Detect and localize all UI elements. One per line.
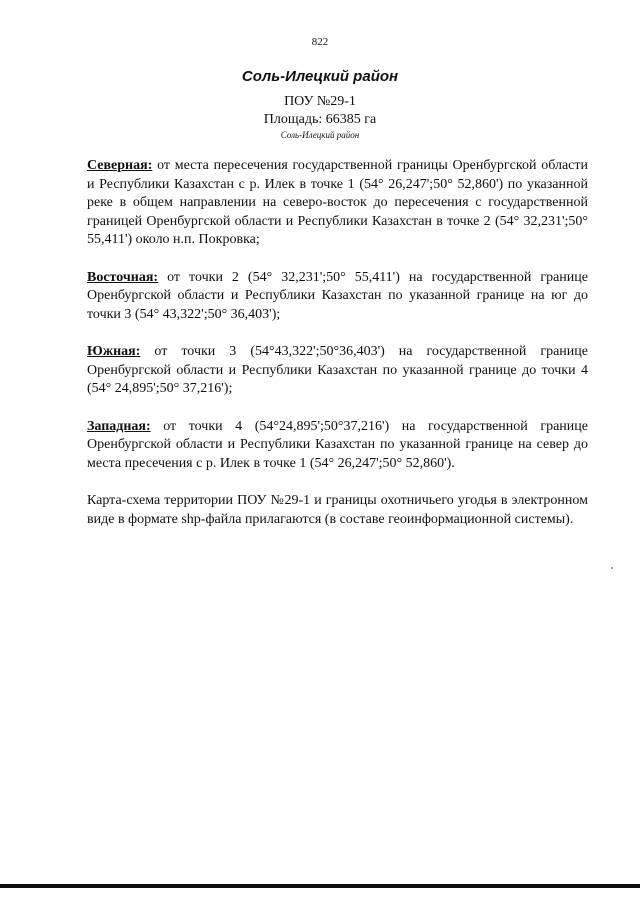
boundary-south-text: от точки 3 (54°43,322';50°36,403') на государственной границе Оренбургской области и Республики Казахстан по указанной границе до точки 4 (54° 24,895';50° 37,216'); — [87, 344, 588, 396]
bottom-rule — [0, 884, 640, 888]
pou-number: ПОУ №29-1 — [284, 94, 356, 109]
area-value: Площадь: 66385 га — [263, 112, 377, 127]
boundary-east-text: от точки 2 (54° 32,231';50° 55,411') на государственной границе Оренбургской области и Республики Казахстан по указанной границе на юг до точки 3 (54° 43,322';50° 36,403'); — [87, 269, 588, 322]
closing-paragraph: Карта-схема территории ПОУ №29-1 и границы охотничьего угодья в электронном виде в формате shp-файла прилагаются (в составе геоинформационной системы). — [87, 493, 588, 527]
page-number: 822 — [311, 36, 329, 48]
district-title: Соль-Илецкий район — [241, 68, 399, 85]
boundary-south-label: Южная: — [87, 344, 141, 359]
boundary-north — [87, 157, 588, 250]
document-header — [0, 68, 640, 141]
boundary-south — [87, 343, 588, 399]
document-body — [87, 157, 588, 548]
scan-speck — [611, 567, 613, 569]
boundary-west-label: Западная: — [87, 418, 151, 434]
boundary-west-text: от точки 4 (54°24,895';50°37,216') на государственной границе Оренбургской области и Республики Казахстан по указанной границе на север до места пресечения с р. Илек в точке 1 (54° 26,247';50° 52,860'). — [87, 418, 588, 471]
boundary-west — [87, 418, 588, 474]
boundary-north-text: от места пересечения государственной границы Оренбургской области и Республики Казахстан с р. Илек в точке 1 (54° 26,247';50° 52,860') по указанной реке в общем направлении на северо-восток до пересечения с государственной границей Оренбургской области и Республики Казахстан в точке 2 (54° 32,231';50° 55,411') около н.п. Покровка; — [87, 158, 588, 247]
boundary-east-label: Восточная: — [87, 269, 159, 285]
boundary-north-label: Северная: — [87, 158, 153, 173]
district-subtitle: Соль-Илецкий район — [280, 130, 360, 140]
boundary-east — [87, 269, 588, 325]
